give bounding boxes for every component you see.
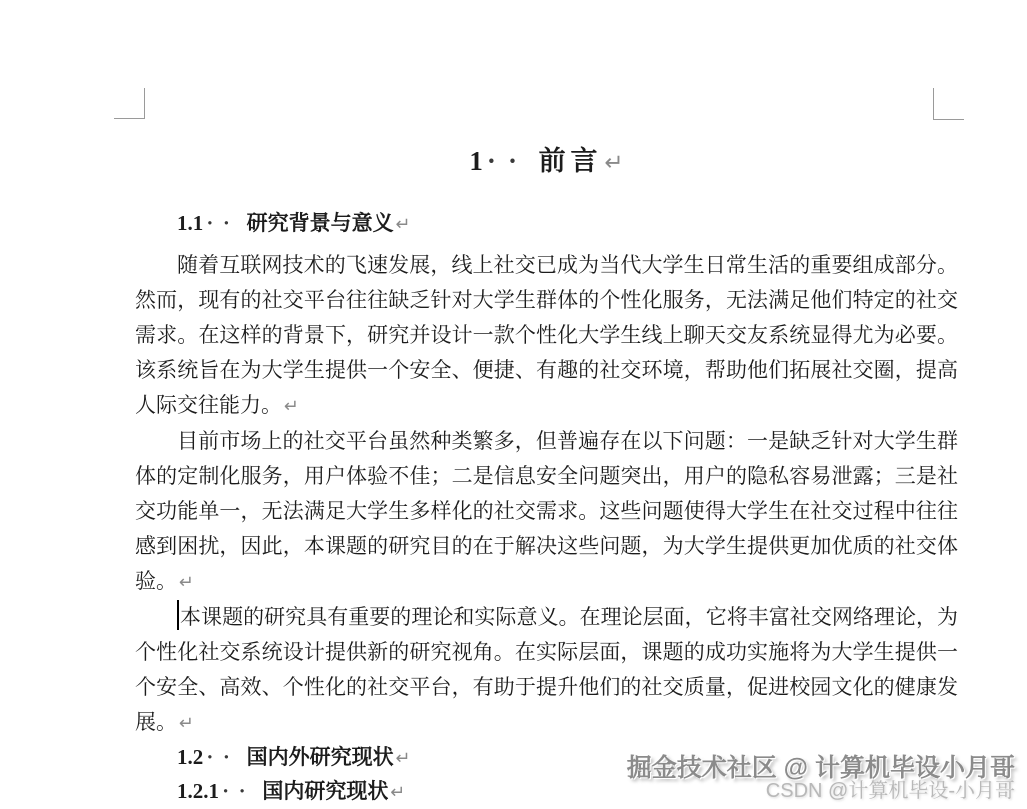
section-title: 研究背景与意义 bbox=[246, 211, 394, 235]
chapter-heading[interactable] bbox=[135, 142, 958, 182]
space-marks-icon: ·· bbox=[206, 211, 240, 235]
space-marks-icon: ·· bbox=[206, 745, 240, 769]
paragraph-mark-icon: ↵ bbox=[604, 150, 624, 176]
paragraph-mark-icon: ↵ bbox=[179, 572, 194, 593]
section-number: 1.2 bbox=[177, 745, 204, 769]
space-marks-icon: ·· bbox=[222, 779, 256, 803]
space-marks-icon: ·· bbox=[486, 146, 530, 176]
section-number: 1.2.1 bbox=[177, 779, 219, 803]
paragraph-mark-icon: ↵ bbox=[390, 782, 406, 803]
section-number: 1.1 bbox=[177, 211, 204, 235]
paragraph-mark-icon: ↵ bbox=[395, 748, 411, 769]
paragraph-2[interactable] bbox=[135, 424, 958, 600]
paragraph-mark-icon: ↵ bbox=[284, 396, 299, 417]
text-editing-area[interactable] bbox=[135, 142, 958, 809]
watermark-secondary-text: CSDN @计算机毕设-小月哥 bbox=[765, 780, 1015, 802]
watermark-primary-text: 掘金技术社区 @ 计算机毕设小月哥 bbox=[626, 754, 1015, 782]
paragraph-mark-icon: ↵ bbox=[395, 214, 411, 235]
margin-crop-mark-top-right-icon bbox=[933, 88, 964, 120]
section-heading-1-2[interactable] bbox=[135, 741, 958, 775]
paragraph-text: 目前市场上的社交平台虽然种类繁多，但普遍存在以下问题：一是缺乏针对大学生群体的定制化服务，用户体验不佳；二是信息安全问题突出，用户的隐私容易泄露；三是社交功能单一，无法满足大学生多样化的社交需求。这些问题使得大学生在社交过程中往往感到困扰，因此，本课题的研究目的在于解决这些问题，为大学生提供更加优质的社交体验。 bbox=[135, 429, 958, 593]
paragraph-3[interactable] bbox=[135, 600, 958, 741]
paragraph-mark-icon: ↵ bbox=[179, 713, 194, 734]
chapter-number: 1 bbox=[469, 146, 483, 176]
paragraph-text: 本课题的研究具有重要的理论和实际意义。在理论层面，它将丰富社交网络理论，为个性化社交系统设计提供新的研究视角。在实际层面，课题的成功实施将为大学生提供一个安全、高效、个性化的社交平台，有助于提升他们的社交质量，促进校园文化的健康发展。 bbox=[135, 605, 958, 734]
section-heading-1-1[interactable] bbox=[135, 206, 958, 242]
paragraph-text: 随着互联网技术的飞速发展，线上社交已成为当代大学生日常生活的重要组成部分。然而，现有的社交平台往往缺乏针对大学生群体的个性化服务，无法满足他们特定的社交需求。在这样的背景下，研究并设计一款个性化大学生线上聊天交友系统显得尤为必要。该系统旨在为大学生提供一个安全、便捷、有趣的社交环境，帮助他们拓展社交圈，提高人际交往能力。 bbox=[135, 253, 958, 417]
section-title: 国内研究现状 bbox=[262, 779, 389, 803]
section-title: 国内外研究现状 bbox=[246, 745, 394, 769]
text-cursor bbox=[177, 600, 179, 630]
section-heading-1-2-1[interactable] bbox=[135, 775, 958, 809]
margin-crop-mark-top-left-icon bbox=[114, 88, 145, 119]
paragraph-1[interactable] bbox=[135, 248, 958, 424]
chapter-title: 前言 bbox=[538, 146, 603, 176]
